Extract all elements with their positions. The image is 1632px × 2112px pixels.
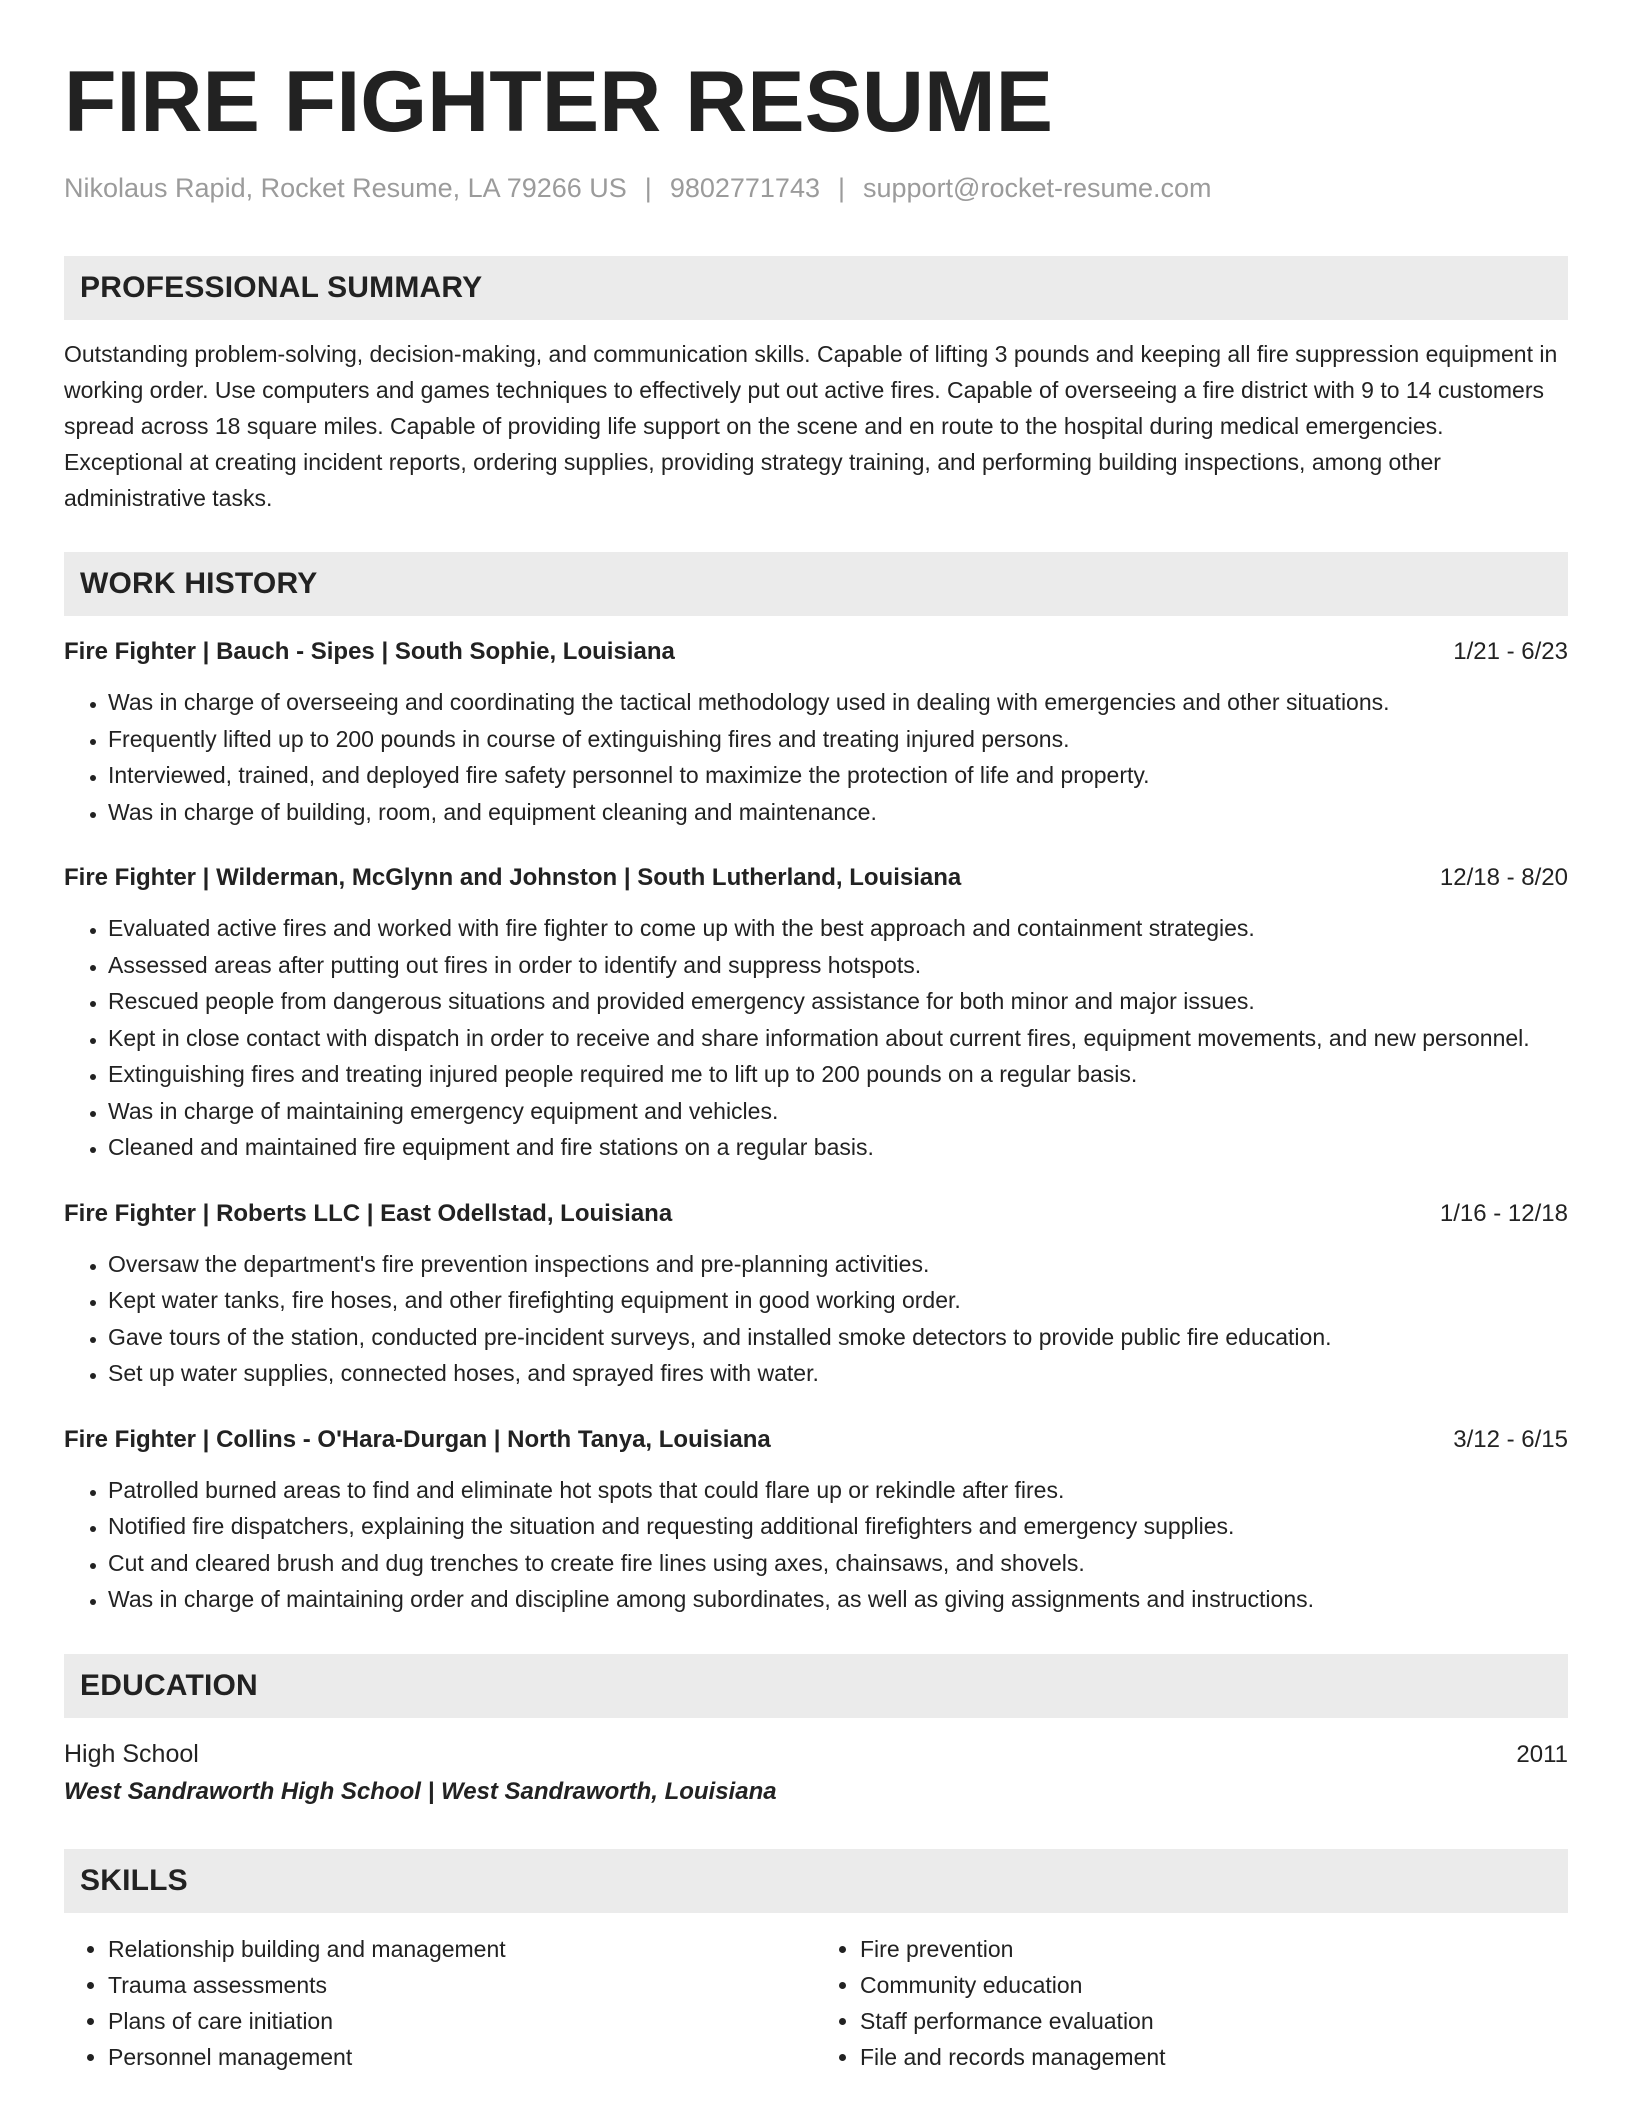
job-title: Fire Fighter | Collins - O'Hara-Durgan | North Tanya, Louisiana <box>64 1425 771 1453</box>
contact-address: Nikolaus Rapid, Rocket Resume, LA 79266 US <box>64 173 627 203</box>
job-title: Fire Fighter | Wilderman, McGlynn and Johnston | South Lutherland, Louisiana <box>64 864 962 891</box>
education-school: West Sandraworth High School | West Sandraworth, Louisiana <box>64 1777 777 1805</box>
job-bullet: • Oversaw the department's fire prevention inspections and pre-planning activities. <box>108 1246 1568 1283</box>
skill-item: • Plans of care initiation <box>108 2003 816 2039</box>
job-dates: 3/12 - 6/15 <box>1453 1425 1568 1453</box>
skill-item: • Community education <box>860 1967 1568 2003</box>
job-bullet: • Was in charge of maintaining order and discipline among subordinates, as well as giving assignments and instructions. <box>108 1581 1568 1618</box>
job-bullets <box>64 1246 1568 1392</box>
job-bullet: • Was in charge of maintaining emergency equipment and vehicles. <box>108 1093 1568 1130</box>
section-heading-summary: PROFESSIONAL SUMMARY <box>64 256 1568 320</box>
job-bullet: • Was in charge of overseeing and coordinating the tactical methodology used in dealing with emergencies and other situations. <box>108 684 1568 721</box>
job-bullet: • Cut and cleared brush and dug trenches to create fire lines using axes, chainsaws, and shovels. <box>108 1545 1568 1582</box>
section-heading-work-history: WORK HISTORY <box>64 552 1568 616</box>
job-bullet: • Set up water supplies, connected hoses, and sprayed fires with water. <box>108 1355 1568 1392</box>
job-bullets <box>64 910 1568 1166</box>
education-entry <box>64 1736 1568 1811</box>
resume-title: FIRE FIGHTER RESUME <box>64 54 1054 150</box>
job-entry <box>64 1196 1568 1392</box>
job-bullet: • Notified fire dispatchers, explaining the situation and requesting additional firefighters and emergency supplies. <box>108 1508 1568 1545</box>
job-bullet: • Kept in close contact with dispatch in order to receive and share information about current fires, equipment movements, and new personnel. <box>108 1020 1568 1057</box>
job-bullet: • Frequently lifted up to 200 pounds in course of extinguishing fires and treating injured persons. <box>108 721 1568 758</box>
job-bullet: • Assessed areas after putting out fires in order to identify and suppress hotspots. <box>108 947 1568 984</box>
job-entry <box>64 634 1568 830</box>
education-header <box>64 1736 1568 1773</box>
job-dates: 12/18 - 8/20 <box>1439 864 1568 891</box>
job-bullet: • Was in charge of building, room, and equipment cleaning and maintenance. <box>108 794 1568 831</box>
job-bullet: • Kept water tanks, fire hoses, and other firefighting equipment in good working order. <box>108 1282 1568 1319</box>
education-year: 2011 <box>1516 1740 1568 1768</box>
contact-line <box>64 170 1568 206</box>
job-header <box>64 634 1568 670</box>
skill-item: • Staff performance evaluation <box>860 2003 1568 2039</box>
job-entry <box>64 860 1568 1166</box>
contact-phone: 9802771743 <box>669 173 820 203</box>
job-bullets <box>64 1472 1568 1618</box>
skill-item: • Relationship building and management <box>108 1931 816 1967</box>
skill-item: • Fire prevention <box>860 1931 1568 1967</box>
summary-text: Outstanding problem-solving, decision-making, and communication skills. Capable of lifting 3 pounds and keeping all fire suppression equipment in working order. Use computers and games techniques to effectively put out active fires. Capable of overseeing a fire district with 9 to 14 customers spread across 18 square miles. Capable of providing life support on the scene and en route to the hospital during medical emergencies. Exceptional at creating incident reports, ordering supplies, providing strategy training, and performing building inspections, among other administrative tasks. <box>64 341 1558 511</box>
job-bullet: • Patrolled burned areas to find and eliminate hot spots that could flare up or rekindle after fires. <box>108 1472 1568 1509</box>
section-heading-skills: SKILLS <box>64 1849 1568 1913</box>
skills-list-right <box>816 1931 1568 2075</box>
job-header <box>64 1196 1568 1232</box>
job-bullet: • Evaluated active fires and worked with fire fighter to come up with the best approach and containment strategies. <box>108 910 1568 947</box>
skill-item: • Personnel management <box>108 2039 816 2075</box>
job-bullet: • Rescued people from dangerous situations and provided emergency assistance for both minor and major issues. <box>108 983 1568 1020</box>
job-bullet: • Interviewed, trained, and deployed fire safety personnel to maximize the protection of life and property. <box>108 757 1568 794</box>
job-bullet: • Cleaned and maintained fire equipment and fire stations on a regular basis. <box>108 1129 1568 1166</box>
job-title: Fire Fighter | Bauch - Sipes | South Sophie, Louisiana <box>64 638 675 665</box>
job-dates: 1/16 - 12/18 <box>1439 1199 1568 1227</box>
job-bullets <box>64 684 1568 830</box>
job-entry <box>64 1422 1568 1618</box>
skills-list-left <box>64 1931 816 2075</box>
job-header <box>64 1422 1568 1458</box>
job-header <box>64 860 1568 896</box>
job-dates: 1/21 - 6/23 <box>1453 638 1568 665</box>
contact-email: support@rocket-resume.com <box>863 173 1212 203</box>
contact-separator: | <box>837 173 845 203</box>
skill-item: • Trauma assessments <box>108 1967 816 2003</box>
job-bullet: • Gave tours of the station, conducted pre-incident surveys, and installed smoke detectors to provide public fire education. <box>108 1319 1568 1356</box>
job-bullet: • Extinguishing fires and treating injured people required me to lift up to 200 pounds on a regular basis. <box>108 1056 1568 1093</box>
job-title: Fire Fighter | Roberts LLC | East Odellstad, Louisiana <box>64 1199 673 1227</box>
education-degree: High School <box>64 1739 199 1768</box>
section-heading-education: EDUCATION <box>64 1654 1568 1718</box>
contact-separator: | <box>644 173 652 203</box>
skill-item: • File and records management <box>860 2039 1568 2075</box>
skills-columns <box>64 1931 1568 2075</box>
